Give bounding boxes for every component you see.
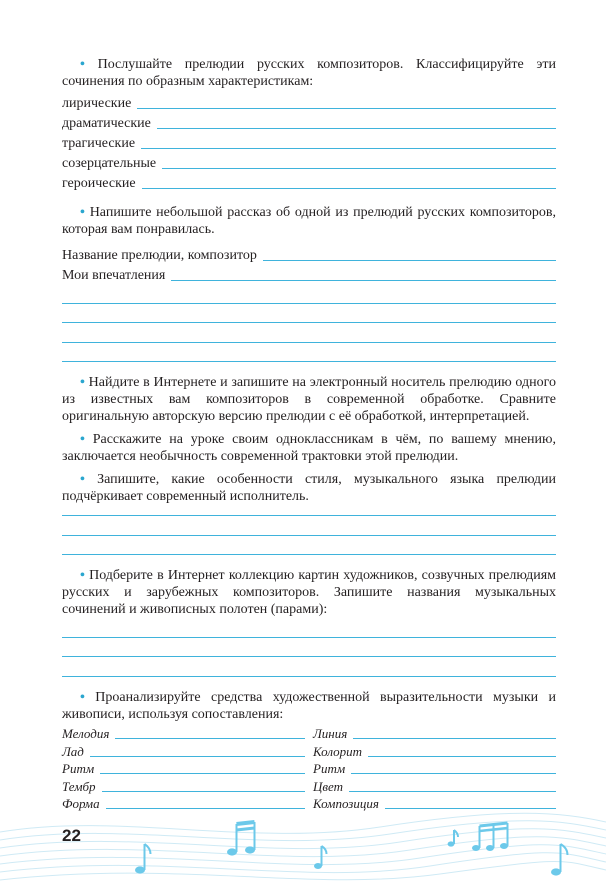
answer-line[interactable] [142,174,556,189]
answer-line[interactable] [62,618,556,638]
music-note-icon [448,830,458,847]
painting-term-row[interactable]: Цвет [313,777,556,795]
classification-row[interactable]: трагические [62,132,556,152]
answer-line[interactable] [171,266,556,281]
painting-term-row[interactable]: Ритм [313,760,556,778]
music-term-row[interactable]: Мелодия [62,725,305,743]
answer-line[interactable] [62,343,556,363]
task-7-text: • Проанализируйте средства художественной выразительности музыки и живописи, используя сопоставления: [62,689,557,722]
answer-line[interactable] [62,284,556,304]
classification-row[interactable]: созерцательные [62,152,556,172]
answer-line[interactable] [62,516,556,536]
task-5-text: • Запишите, какие особенности стиля, музыкального языка прелюдии подчёркивает современный исполнитель. [62,472,556,504]
task-1-text: • Послушайте прелюдии русских композиторов. Классифицируйте эти сочинения по образным характеристикам: [62,57,556,89]
answer-line[interactable] [263,246,556,261]
beamed-notes-icon [472,823,508,851]
music-notes-wave-decoration [0,792,606,887]
music-note-icon [135,844,151,874]
answer-line[interactable] [115,724,305,739]
answer-line[interactable] [141,134,556,149]
painting-term-row[interactable]: Композиция [313,795,556,813]
answer-line[interactable] [157,114,556,129]
answer-line[interactable] [62,657,556,677]
music-term-row[interactable]: Тембр [62,777,305,795]
answer-line[interactable] [162,154,556,169]
painting-term-row[interactable]: Линия [313,725,556,743]
answer-line[interactable] [62,638,556,658]
task-6-text: • Подберите в Интернет коллекцию картин художников, созвучных прелюдиям русских и зарубежных композиторов. Запишите названия музыкальных сочинений и живописных полотен (парами): [62,568,557,617]
answer-line[interactable] [100,759,305,774]
classification-row[interactable]: драматические [62,112,556,132]
answer-line[interactable] [62,304,556,324]
answer-line[interactable] [137,94,556,109]
music-note-icon [314,846,327,869]
answer-line[interactable] [368,742,556,757]
impressions-row[interactable]: Мои впечатления [62,264,556,284]
music-note-icon [551,844,568,876]
answer-line[interactable] [90,742,305,757]
task-2-text: • Напишите небольшой рассказ об одной из прелюдий русских композиторов, которая вам понравилась. [62,205,557,237]
classification-row[interactable]: лирические [62,92,556,112]
answer-line[interactable] [349,777,556,792]
music-term-row[interactable]: Форма [62,795,305,813]
music-term-row[interactable]: Ритм [62,760,305,778]
classification-list [62,92,556,192]
answer-line[interactable] [353,724,556,739]
answer-line[interactable] [102,777,305,792]
page-number: 22 [62,826,81,845]
answer-line[interactable] [62,536,556,556]
painting-term-row[interactable]: Колорит [313,742,556,760]
answer-line[interactable] [62,323,556,343]
prelude-name-row[interactable]: Название прелюдии, композитор [62,244,556,264]
answer-line[interactable] [351,759,556,774]
task-4-text: • Расскажите на уроке своим одноклассникам в чём, по вашему мнению, заключается необычность современной трактовки этой прелюдии. [62,432,556,464]
music-term-row[interactable]: Лад [62,742,305,760]
task-3-text: • Найдите в Интернете и запишите на электронный носитель прелюдию одного из известных вам композиторов в современной обработке. Сравните оригинальную авторскую версию прелюдии с её обработкой, интерпретацией. [62,375,557,424]
classification-row[interactable]: героические [62,172,556,192]
worksheet-page [62,56,556,812]
